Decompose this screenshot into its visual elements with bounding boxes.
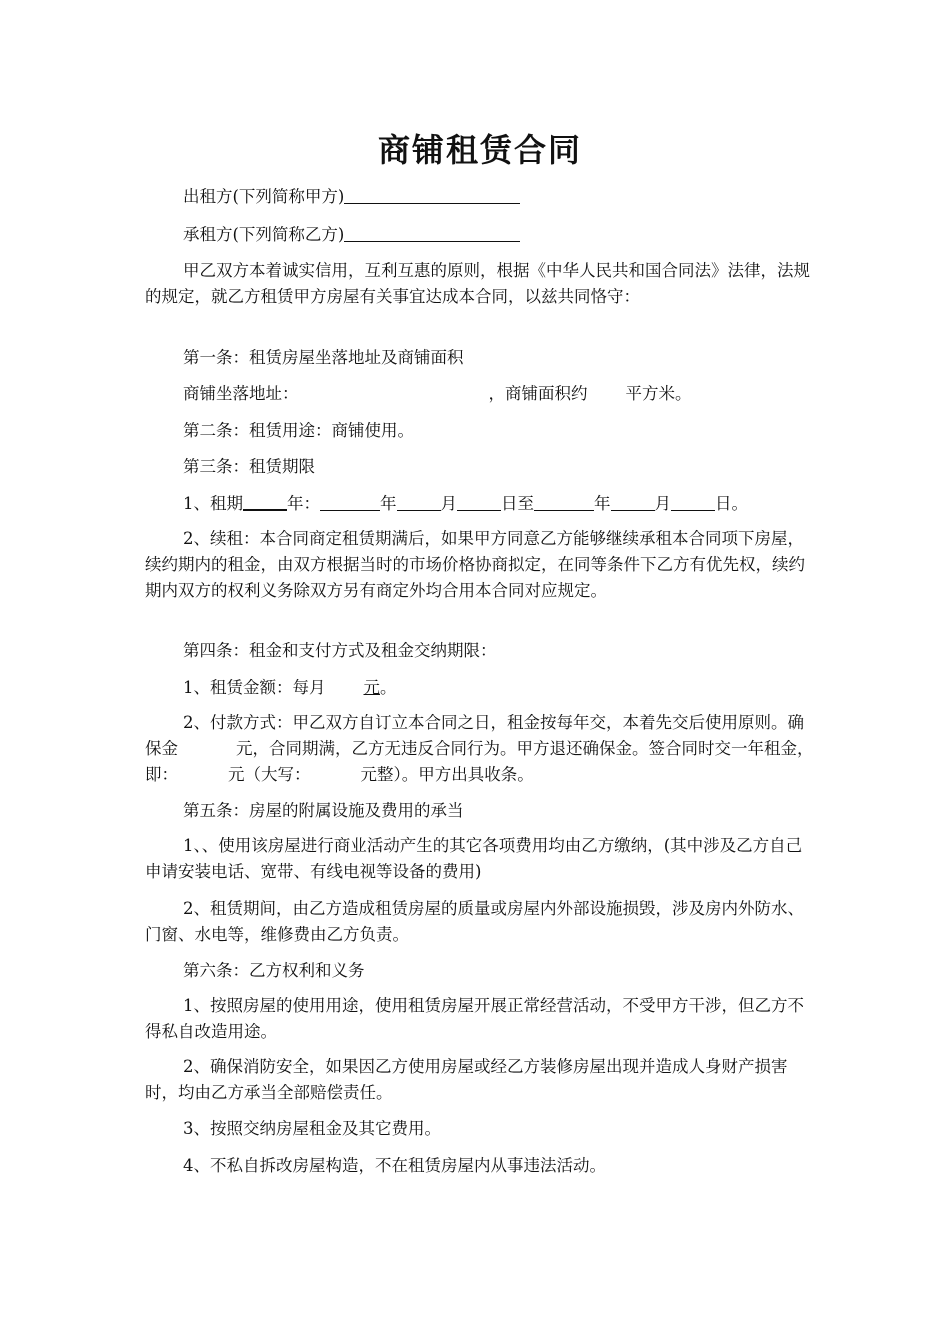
lessor-label: 出租方(下列简称甲方) bbox=[183, 187, 345, 206]
article-6-item-3: 3、按照交纳房屋租金及其它费用。 bbox=[183, 1119, 441, 1138]
article-5-title: 第五条：房屋的附属设施及费用的承当 bbox=[183, 801, 464, 820]
payment-text-d: 元整）。甲方出具收条。 bbox=[360, 765, 534, 784]
area-unit: 平方米。 bbox=[625, 384, 692, 403]
end-year-unit: 年 bbox=[594, 494, 611, 513]
address-label: 商铺坐落地址： bbox=[183, 384, 299, 403]
end-month-unit: 月 bbox=[654, 494, 671, 513]
article-6-item-2: 2、确保消防安全，如果因乙方使用房屋或经乙方装修房屋出现并造成人身财产损害时，均由乙方承当全部赔偿责任。 bbox=[145, 1057, 788, 1102]
start-day-blank bbox=[457, 492, 501, 511]
article-2: 第二条：租赁用途：商铺使用。 bbox=[183, 421, 414, 440]
term-year-unit: 年： bbox=[287, 494, 320, 513]
end-month-blank bbox=[611, 492, 655, 511]
amount-unit: 元 bbox=[363, 678, 380, 697]
end-day-unit: 日。 bbox=[715, 494, 748, 513]
start-year-blank bbox=[320, 492, 380, 511]
article-4-amount bbox=[145, 675, 815, 701]
payment-text-a: 2、付款方式：甲乙双方自订立本合同之日，租金按每年交，本着先交后使用原则。确保金 bbox=[145, 713, 804, 758]
start-month-unit: 月 bbox=[440, 494, 457, 513]
lessor-line bbox=[145, 184, 815, 210]
article-3-renewal: 2、续租：本合同商定租赁期满后，如果甲方同意乙方能够继续承租本合同项下房屋，续约期内的租金，由双方根据当时的市场价格协商拟定，在同等条件下乙方有优先权，续约期内双方的权利义务除双方另有商定外均合用本合同对应规定。 bbox=[145, 529, 805, 600]
start-year-unit: 年 bbox=[380, 494, 397, 513]
term-label: 1、租期 bbox=[183, 494, 243, 513]
intro-paragraph: 甲乙双方本着诚实信用，互利互惠的原则，根据《中华人民共和国合同法》法律，法规的规定，就乙方租赁甲方房屋有关事宜达成本合同，以兹共同恪守： bbox=[145, 261, 810, 306]
payment-text-b: 元，合同期满，乙方无违反合同行为。甲方退还确保金。签合同时交一年租金，即： bbox=[145, 739, 814, 784]
article-6-item-1: 1、按照房屋的使用用途，使用租赁房屋开展正常经营活动，不受甲方干涉，但乙方不得私自改造用途。 bbox=[145, 996, 804, 1041]
lessee-blank bbox=[344, 223, 520, 242]
area-label: ，商铺面积约 bbox=[488, 384, 588, 403]
article-6-item-4: 4、不私自拆改房屋构造，不在租赁房屋内从事违法活动。 bbox=[183, 1156, 606, 1175]
amount-label: 1、租赁金额：每月 bbox=[183, 678, 326, 697]
article-5-item-1: 1、、使用该房屋进行商业活动产生的其它各项费用均由乙方缴纳，(其中涉及乙方自己申请安装电话、宽带、有线电视等设备的费用) bbox=[145, 836, 803, 881]
article-5-item-2: 2、租赁期间，由乙方造成租赁房屋的质量或房屋内外部设施损毁，涉及房内外防水、门窗、水电等，维修费由乙方负责。 bbox=[145, 899, 804, 944]
term-years-blank bbox=[243, 491, 287, 511]
end-day-blank bbox=[671, 492, 715, 511]
start-month-blank bbox=[397, 492, 441, 511]
document-title: 商铺租赁合同 bbox=[377, 131, 582, 169]
article-1-address bbox=[145, 381, 815, 407]
lessor-blank bbox=[344, 185, 520, 204]
article-1-title: 第一条：租赁房屋坐落地址及商铺面积 bbox=[183, 348, 464, 367]
amount-end: 。 bbox=[380, 678, 397, 697]
article-4-payment bbox=[145, 710, 815, 788]
lessee-line bbox=[145, 222, 815, 248]
end-year-blank bbox=[534, 492, 594, 511]
article-4-title: 第四条：租金和支付方式及租金交纳期限： bbox=[183, 641, 497, 660]
article-3-term bbox=[145, 491, 815, 517]
start-day-unit: 日至 bbox=[501, 494, 534, 513]
article-6-title: 第六条：乙方权利和义务 bbox=[183, 961, 365, 980]
article-3-title: 第三条：租赁期限 bbox=[183, 457, 315, 476]
payment-text-c: 元（大写： bbox=[228, 765, 311, 784]
lessee-label: 承租方(下列简称乙方) bbox=[183, 225, 345, 244]
